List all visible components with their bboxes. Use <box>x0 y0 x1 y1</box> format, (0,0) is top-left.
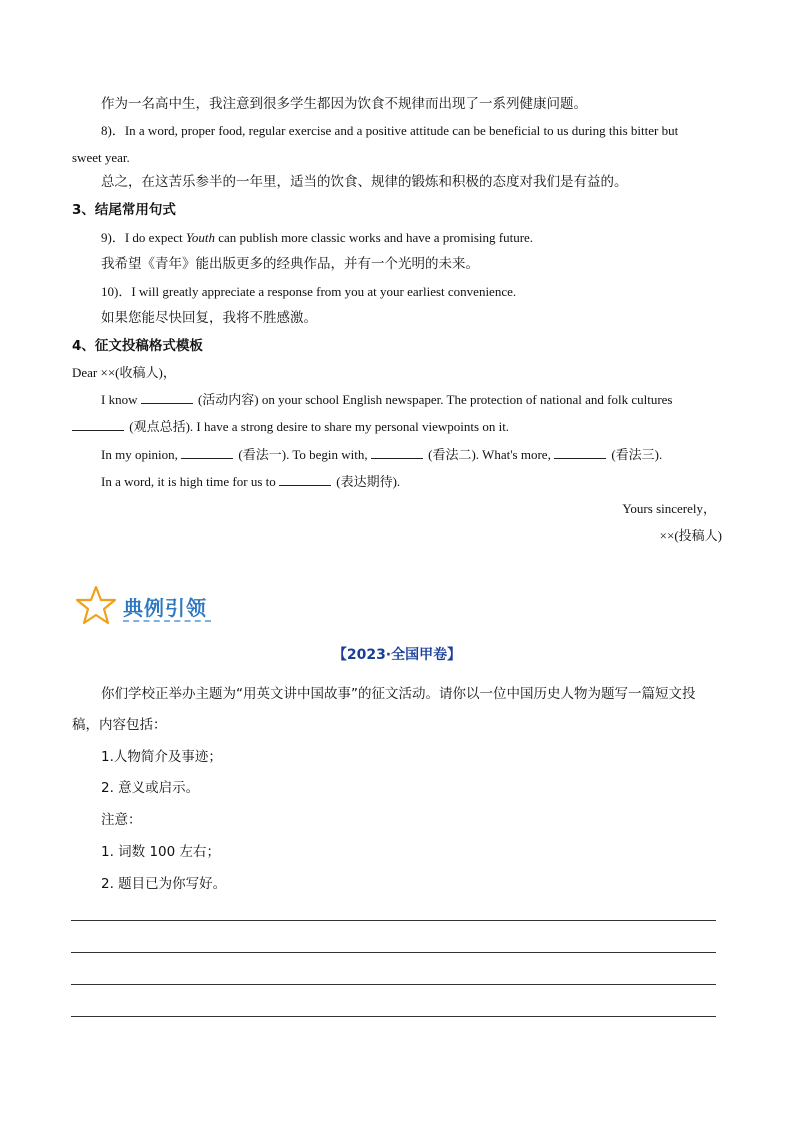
blank-expectation <box>279 473 331 486</box>
exam-source-title: 【2023·全国甲卷】 <box>332 647 462 663</box>
template-p2-b: (看法一). To begin with, <box>238 447 368 462</box>
template-p2-d: (看法三). <box>611 447 663 462</box>
template-p3-a: In a word, it is high time for us to <box>101 474 276 489</box>
example-heading: 典例引领 <box>123 596 207 620</box>
template-paragraph-1-line-2 <box>72 418 509 436</box>
item-9-english-pre: 9)．I do expect <box>101 230 186 245</box>
blank-summary <box>72 418 124 431</box>
template-p3-b: (表达期待). <box>336 474 401 489</box>
item-8-chinese: 总之，在这苦乐参半的一年里，适当的饮食、规律的锻炼和积极的态度对我们是有益的。 <box>101 174 628 190</box>
template-p1-b: (活动内容) on your school English newspaper. The protection of national and folk cultures <box>197 392 673 407</box>
item-9-english-post: can publish more classic works and have a promising future. <box>215 230 534 245</box>
template-paragraph-1-line-1 <box>101 391 673 409</box>
content-point-2: 2. 意义或启示。 <box>101 780 200 796</box>
prompt-line-2: 稿，内容包括： <box>72 717 167 733</box>
blank-opinion-2 <box>371 446 423 459</box>
notes-title: 注意： <box>101 812 142 828</box>
item-8-english-a: 8)．In a word, proper food, regular exercise and a positive attitude can be beneficial to us during this bitter but <box>101 123 679 138</box>
item-10-english: 10)．I will greatly appreciate a response from you at your earliest convenience. <box>101 284 517 299</box>
content-point-1: 1.人物简介及事迹； <box>101 749 222 765</box>
template-section-title: 4、征文投稿格式模板 <box>72 338 203 354</box>
closing-section-title: 3、结尾常用句式 <box>72 202 176 218</box>
blank-opinion-3 <box>554 446 606 459</box>
template-salutation: Dear ××(收稿人)， <box>72 365 176 380</box>
item-9-chinese: 我希望《青年》能出版更多的经典作品，并有一个光明的未来。 <box>101 256 479 272</box>
note-2: 2. 题目已为你写好。 <box>101 876 227 892</box>
item-10-chinese: 如果您能尽快回复，我将不胜感激。 <box>101 310 317 326</box>
star-outline-icon <box>75 584 117 626</box>
writing-line-2[interactable] <box>71 952 716 953</box>
prompt-line-1: 你们学校正举办主题为“用英文讲中国故事”的征文活动。请你以一位中国历史人物为题写一篇短文投 <box>101 686 696 702</box>
template-p1-a: I know <box>101 392 138 407</box>
writing-line-4[interactable] <box>71 1016 716 1017</box>
template-signature: ××(投稿人) <box>659 528 722 543</box>
item-9-english-italic: Youth <box>185 230 215 245</box>
template-p2-a: In my opinion, <box>101 447 178 462</box>
blank-activity <box>141 391 193 404</box>
writing-line-1[interactable] <box>71 920 716 921</box>
template-paragraph-3 <box>101 473 400 491</box>
template-paragraph-2 <box>101 446 662 464</box>
template-p2-c: (看法二). What's more, <box>428 447 551 462</box>
item-9-english <box>101 229 533 247</box>
item-8-english-b: sweet year. <box>72 150 130 165</box>
example-heading-underline <box>123 620 211 622</box>
template-p1-c: (观点总括). I have a strong desire to share my personal viewpoints on it. <box>129 419 510 434</box>
blank-opinion-1 <box>181 446 233 459</box>
top-line-1: 作为一名高中生，我注意到很多学生都因为饮食不规律而出现了一系列健康问题。 <box>101 96 587 112</box>
template-closing: Yours sincerely， <box>622 501 716 516</box>
note-1: 1. 词数 100 左右； <box>101 844 221 860</box>
writing-line-3[interactable] <box>71 984 716 985</box>
